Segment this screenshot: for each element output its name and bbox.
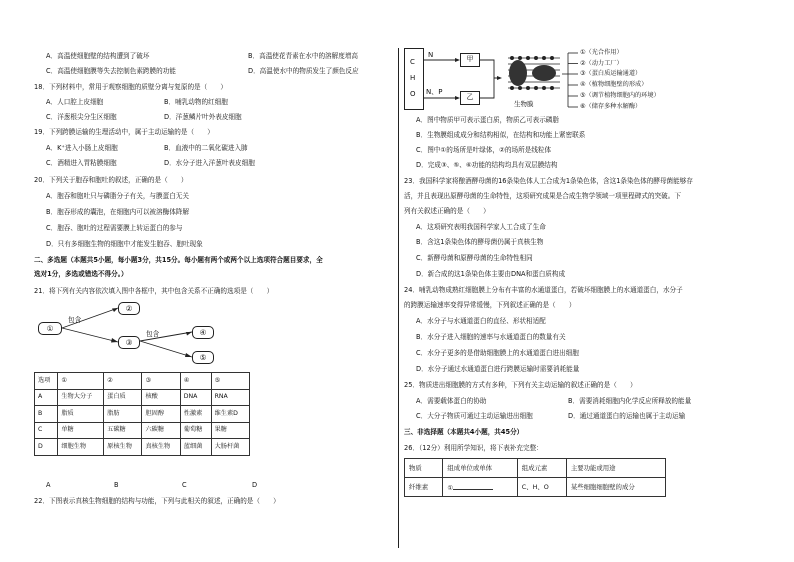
q21-answer-d: D (252, 481, 258, 489)
function-label-2: ②（动力工厂） (580, 59, 623, 67)
q23-option-c: C．新酵母菌和原酵母菌的生命特性相同 (416, 254, 533, 262)
box-jia: 甲 (460, 53, 480, 67)
table-cell: 单糖 (58, 422, 104, 439)
column-divider (398, 48, 399, 548)
table-cell: 纤维素 (405, 478, 443, 497)
table-cell: B (35, 406, 58, 423)
arrowhead-to-membrane (497, 76, 502, 80)
q18-option-d: D．洋葱鳞片叶外表皮细胞 (164, 113, 242, 121)
q20-option-d: D．只有多细胞生物的细胞中才能发生胞吞、胞吐现象 (46, 240, 203, 248)
q21-answer-a: A (46, 481, 51, 489)
table-header-cell: ④ (180, 373, 211, 390)
connector-jia (478, 60, 500, 78)
q22-option-b: B．生物膜组成成分和结构相似，在结构和功能上紧密联系 (416, 131, 586, 139)
arrowhead-3-5 (185, 353, 192, 357)
q23-stem-line3: 列有关叙述正确的是（ ） (404, 207, 490, 215)
q21-box-2: ② (118, 302, 140, 315)
q17-option-b: B．高温使花青素在水中的溶解度增高 (248, 52, 359, 60)
q17-option-c: C．高温使细胞膜等失去控制色素跨膜的功能 (46, 67, 176, 75)
table-cell: 脂肪 (104, 406, 142, 423)
table-row (35, 389, 250, 406)
table-cell: 某些细胞细胞壁的成分 (566, 478, 665, 497)
table-header-cell: 物质 (405, 459, 443, 478)
table-cell: 性激素 (180, 406, 211, 423)
q21-answer-b: B (114, 481, 119, 489)
table-row (35, 439, 250, 456)
table-header-row (35, 373, 250, 390)
q19-stem: 19．下列跨膜运输的生理活动中，属于主动运输的是（ ） (34, 128, 214, 136)
table-header-cell: ② (104, 373, 142, 390)
q23-option-d: D．新合成的这1条染色体主要由DNA和蛋白质构成 (416, 270, 566, 278)
function-label-4: ④（植物细胞壁的形成） (580, 81, 648, 88)
table-header-cell: ① (58, 373, 104, 390)
membrane-label: 生物膜 (514, 100, 534, 108)
q17-option-a: A．高温使细胞壁的结构遭到了破坏 (46, 52, 150, 60)
q25-option-d: D．通过通道蛋白的运输也属于主动运输 (568, 412, 686, 420)
q19-option-d: D．水分子进入洋葱叶表皮细胞 (164, 159, 255, 167)
q22-structure-diagram (404, 48, 664, 110)
label-n: N (428, 51, 434, 59)
table-header-cell: ③ (142, 373, 180, 390)
q18-option-b: B．哺乳动物的红细胞 (164, 98, 228, 106)
q21-options-table (34, 372, 250, 456)
q21-box-5: ⑤ (192, 351, 214, 364)
q25-option-b: B．需要消耗细胞内化学反应所释放的能量 (568, 397, 692, 405)
q24-option-a: A．水分子与水通道蛋白的直径、形状相适配 (416, 317, 546, 325)
table-cell: 胆固醇 (142, 406, 180, 423)
q21-box-3: ③ (118, 336, 140, 349)
q18-option-c: C．洋葱根尖分生区细胞 (46, 113, 117, 121)
function-label-1: ①（光合作用） (580, 49, 623, 56)
q21-contain-label-2: 包含 (146, 330, 160, 338)
table-row (35, 406, 250, 423)
element-o: O (410, 90, 416, 98)
q22-stem: 22．下图表示真核生物细胞的结构与功能，下列与此相关的叙述，正确的是（ ） (34, 497, 280, 505)
table-cell: D (35, 439, 58, 456)
table-cell-blank[interactable] (443, 478, 517, 497)
q21-contain-label-1: 包含 (68, 316, 82, 324)
table-cell: 六碳糖 (142, 422, 180, 439)
table-cell: 蛋白质 (104, 389, 142, 406)
table-header-cell: 组成元素 (517, 459, 566, 478)
q26-stem: 26．（12分）利用所学知识，将下表补充完整： (404, 444, 543, 452)
section2-heading-line1: 二、多选题（本题共5小题，每小题3分，共15分。每小题有两个或两个以上选项符合题目要求，全 (34, 256, 323, 264)
table-cell: 真核生物 (142, 439, 180, 456)
function-label-5: ⑤（调节植物细胞内的环境） (580, 92, 660, 99)
q22-option-c: C．图中①的场所是叶绿体，②的场所是线粒体 (416, 146, 552, 154)
q23-option-b: B．含这1条染色体的酵母菌仍属于真核生物 (416, 238, 544, 246)
q21-box-4: ④ (192, 326, 214, 339)
q25-option-c: C．大分子物质可通过主动运输进出细胞 (416, 412, 533, 420)
label-np: N、P (426, 88, 443, 96)
q23-stem-line1: 23．我国科学家将酿酒酵母菌的16条染色体人工合成为1条染色体，含这1条染色体的酵母菌能够存 (404, 177, 693, 185)
q19-option-b: B．血液中的二氧化碳进入肺 (164, 144, 248, 152)
q25-stem: 25．物质进出细胞膜的方式有多种，下列有关主动运输的叙述正确的是（ ） (404, 381, 637, 389)
q26-table (404, 458, 666, 497)
q24-stem-line2: 的跨膜运输速率变得异常缓慢，下列叙述正确的是（ ） (404, 301, 576, 309)
table-cell: A (35, 389, 58, 406)
q25-option-a: A．需要载体蛋白的协助 (416, 397, 487, 405)
function-bracket (562, 48, 580, 110)
q21-stem: 21．将下列有关内容依次填入图中各框中，其中包含关系不正确的选项是（ ） (34, 287, 274, 295)
table-cell: 生物大分子 (58, 389, 104, 406)
table-header-row (405, 459, 666, 478)
q19-option-a: A．K⁺进入小肠上皮细胞 (46, 144, 118, 152)
q20-option-c: C．胞吞、胞吐的过程需要膜上转运蛋白的参与 (46, 224, 183, 232)
section2-heading-line2: 选对1分，多选或错选不得分。） (34, 270, 128, 278)
table-header-cell: 主要功能或用途 (566, 459, 665, 478)
membrane-bilayer-icon (504, 50, 564, 100)
function-label-6: ⑥（储存多种水解酶） (580, 103, 642, 110)
q18-stem: 18．下列材料中，常用于观察细胞的质壁分离与复原的是（ ） (34, 83, 228, 91)
connector-yi (478, 78, 494, 98)
table-cell: 蓝细菌 (180, 439, 211, 456)
table-cell: 核酸 (142, 389, 180, 406)
table-cell: C (35, 422, 58, 439)
element-h: H (410, 74, 416, 82)
q24-option-d: D．水分子通过水通道蛋白进行跨膜运输时需要消耗能量 (416, 365, 580, 373)
table-row (35, 422, 250, 439)
table-header-cell: 组成单位或单体 (443, 459, 517, 478)
arrow-1-3 (62, 328, 118, 342)
q20-option-b: B．胞吞形成的囊泡，在细胞内可以被溶酶体降解 (46, 208, 189, 216)
table-cell: RNA (211, 389, 249, 406)
q19-option-c: C．酒精进入胃粘膜细胞 (46, 159, 117, 167)
function-label-3: ③（蛋白质运输通道） (580, 70, 642, 77)
q21-answer-c: C (182, 481, 187, 489)
table-cell: 原核生物 (104, 439, 142, 456)
table-cell: 维生素D (211, 406, 249, 423)
q24-option-b: B．水分子进入细胞的速率与水通道蛋白的数量有关 (416, 333, 566, 341)
q17-option-d: D．高温使水中的物质发生了颜色反应 (248, 67, 359, 75)
table-header-cell: 选项 (35, 373, 58, 390)
table-header-cell: ⑤ (211, 373, 249, 390)
table-cell: 细胞生物 (58, 439, 104, 456)
table-row (405, 478, 666, 497)
q21-box-1: ① (38, 322, 62, 335)
table-cell: DNA (180, 389, 211, 406)
table-cell: 果糖 (211, 422, 249, 439)
q18-option-a: A．人口腔上皮细胞 (46, 98, 104, 106)
table-cell: 大肠杆菌 (211, 439, 249, 456)
q22-option-d: D．完成③、⑤、⑥功能的结构均具有双层膜结构 (416, 161, 558, 169)
table-cell: 脂质 (58, 406, 104, 423)
q23-stem-line2: 活，并且表现出原酵母菌的生命特性，这项研究成果是合成生物学领域一项里程碑式的突破。下 (404, 192, 681, 200)
arrowhead-1-3 (111, 338, 118, 343)
box-yi: 乙 (460, 91, 480, 105)
q24-option-c: C．水分子更多的是借助细胞膜上的水通道蛋白进出细胞 (416, 349, 579, 357)
table-cell: C、H、O (517, 478, 566, 497)
table-cell: 五碳糖 (104, 422, 142, 439)
q20-option-a: A．胞吞和胞吐只与磷脂分子有关，与膜蛋白无关 (46, 192, 189, 200)
q20-stem: 20．下列关于胞吞和胞吐的叙述，正确的是（ ） (34, 176, 188, 184)
answer-blank-line (453, 483, 493, 490)
arrow-3-5 (140, 341, 192, 357)
q22-option-a: A．图中物质甲可表示蛋白质，物质乙可表示磷脂 (416, 116, 559, 124)
element-c: C (410, 58, 415, 66)
blank-number: ① (447, 483, 454, 492)
q23-option-a: A．这项研究表明我国科学家人工合成了生命 (416, 223, 546, 231)
section3-heading: 三、非选择题（本题共4小题，共45分） (404, 428, 524, 436)
q24-stem-line1: 24．哺乳动物成熟红细胞膜上分布有丰富的水通道蛋白，若破坏细胞膜上的水通道蛋白，水分子 (404, 286, 683, 294)
table-cell: 葡萄糖 (180, 422, 211, 439)
